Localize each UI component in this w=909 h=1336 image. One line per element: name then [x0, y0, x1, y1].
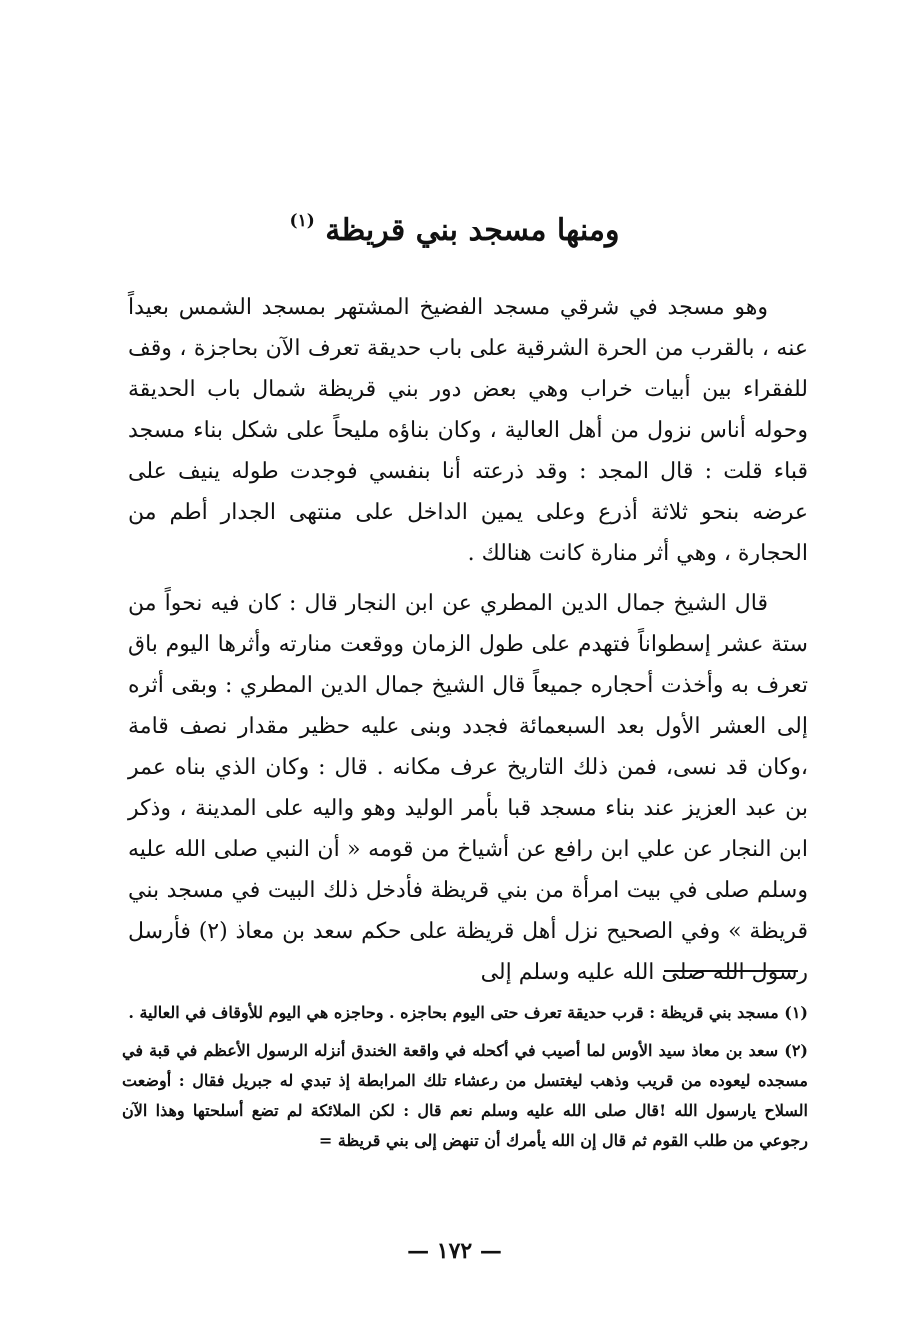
section-heading — [0, 196, 909, 256]
heading-footnote-ref: (١) — [289, 211, 315, 231]
footnote-separator — [664, 970, 798, 972]
footnotes — [122, 998, 808, 1164]
paragraph-text: قال الشيخ جمال الدين المطري عن ابن النجار قال : كان فيه نحواً من ستة عشر إسطواناً فتهدم على طول الزمان ووقعت منارته وأثرها اليوم باق تعرف به وأخذت أحجاره جميعاً قال الشيخ جمال الدين المطري : وبقى أثره إلى العشر الأول بعد السبعمائة فجدد وبنى عليه حظير مقدار نصف قامة ،وكان قد نسى، فمن ذلك التاريخ عرف مكانه . قال : وكان الذي بناه عمر بن عبد العزيز عند بناء مسجد قبا بأمر الوليد وهو واليه على المدينة ، وذكر ابن النجار عن علي ابن رافع عن أشياخ من قومه « أن النبي صلى الله عليه وسلم صلى في بيت امرأة من بني قريظة فأدخل ذلك البيت في مسجد بني قريظة » وفي الصحيح نزل أهل قريظة على حكم سعد بن معاذ (٢) فأرسل رسول الله صلى الله عليه وسلم إلى — [128, 591, 809, 985]
page-number: — ١٧٢ — — [407, 1238, 502, 1264]
body-paragraph-2 — [128, 583, 808, 993]
footnote-1: (١) مسجد بني قريظة : قرب حديقة تعرف حتى اليوم بحاجزه . وحاجزه هي اليوم للأوقاف في العالية . — [128, 1003, 808, 1022]
footnote-2: (٢) سعد بن معاذ سيد الأوس لما أصيب في أكحله في واقعة الخندق أنزله الرسول الأعظم في قبة في مسجده ليعوده من قريب وذهب ليغتسل من رعشاء تلك المرابطة إذ تبدي له جبريل فقال : أوضعت السلاح يارسول الله !قال صلى الله عليه وسلم نعم قال : لكن الملائكة لم تضع أسلحتها وهذا الآن رجوعي من طلب القوم ثم قال إن الله يأمرك أن تنهض إلى بني قريظة = — [122, 1041, 808, 1150]
paragraph-text: وهو مسجد في شرقي مسجد الفضيخ المشتهر بمسجد الشمس بعيداً عنه ، بالقرب من الحرة الشرقية على باب حديقة تعرف الآن بحاجزة ، وقف للفقراء بين أبيات خراب وهي بعض دور بني قريظة شمال باب الحديقة وحوله أناس نزول من أهل العالية ، وكان بناؤه مليحاً على شكل بناء مسجد قباء قلت : قال المجد : وقد ذرعته أنا بنفسي فوجدت طوله ينيف على عرضه بنحو ثلاثة أذرع وعلى يمين الداخل على منتهى الجدار أطم من الحجارة ، وهي أثر منارة كانت هنالك . — [128, 295, 808, 566]
body-paragraph-1 — [128, 287, 808, 574]
heading-title: ومنها مسجد بني قريظة — [325, 213, 620, 248]
